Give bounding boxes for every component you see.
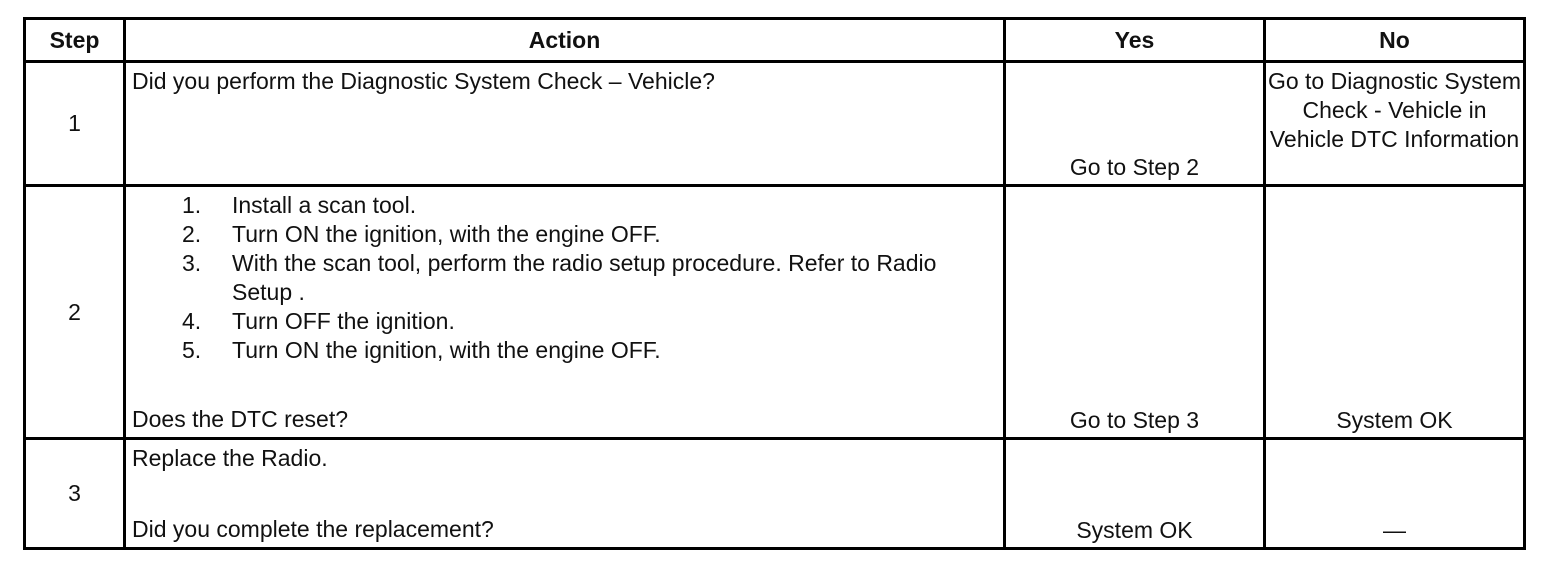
list-item-number: 1.: [182, 192, 202, 219]
action-text: Replace the Radio.: [132, 444, 328, 471]
no-cell: —: [1265, 438, 1525, 548]
list-item-number: 2.: [182, 221, 202, 248]
list-item-number: 3.: [182, 250, 202, 277]
list-item-number: 4.: [182, 308, 202, 335]
header-no: No: [1265, 19, 1525, 62]
header-step: Step: [25, 19, 125, 62]
list-item-text: Turn ON the ignition, with the engine OFF.: [232, 221, 661, 248]
list-item: [132, 249, 997, 307]
header-action: Action: [125, 19, 1005, 62]
step-number: 3: [25, 438, 125, 548]
list-item-text: With the scan tool, perform the radio setup procedure. Refer to Radio Setup .: [232, 250, 937, 306]
action-question: Does the DTC reset?: [132, 405, 349, 432]
list-item-text: Turn ON the ignition, with the engine OFF.: [232, 337, 661, 364]
diagnostic-table: [23, 17, 1526, 550]
step-number: 1: [25, 62, 125, 186]
step-number: 2: [25, 186, 125, 439]
list-item-number: 5.: [182, 337, 202, 364]
action-cell: [125, 62, 1005, 186]
table-row: [25, 438, 1525, 548]
table-row: [25, 62, 1525, 186]
action-cell: [125, 186, 1005, 439]
list-item: [132, 191, 997, 220]
list-item-text: Install a scan tool.: [232, 192, 417, 219]
list-item: [132, 220, 997, 249]
table-row: [25, 186, 1525, 439]
yes-cell: System OK: [1005, 438, 1265, 548]
header-yes: Yes: [1005, 19, 1265, 62]
list-item: [132, 307, 997, 336]
header-row: [25, 19, 1525, 62]
yes-cell: Go to Step 3: [1005, 186, 1265, 439]
action-text: Did you perform the Diagnostic System Check – Vehicle?: [132, 68, 715, 94]
action-steps-list: [132, 191, 997, 365]
list-item-text: Turn OFF the ignition.: [232, 308, 455, 335]
action-cell: [125, 438, 1005, 548]
list-item: [132, 336, 997, 365]
action-question: Did you complete the replacement?: [132, 516, 494, 542]
yes-cell: Go to Step 2: [1005, 62, 1265, 186]
no-cell: System OK: [1265, 186, 1525, 439]
no-cell: Go to Diagnostic System Check - Vehicle in Vehicle DTC Information: [1265, 62, 1525, 186]
